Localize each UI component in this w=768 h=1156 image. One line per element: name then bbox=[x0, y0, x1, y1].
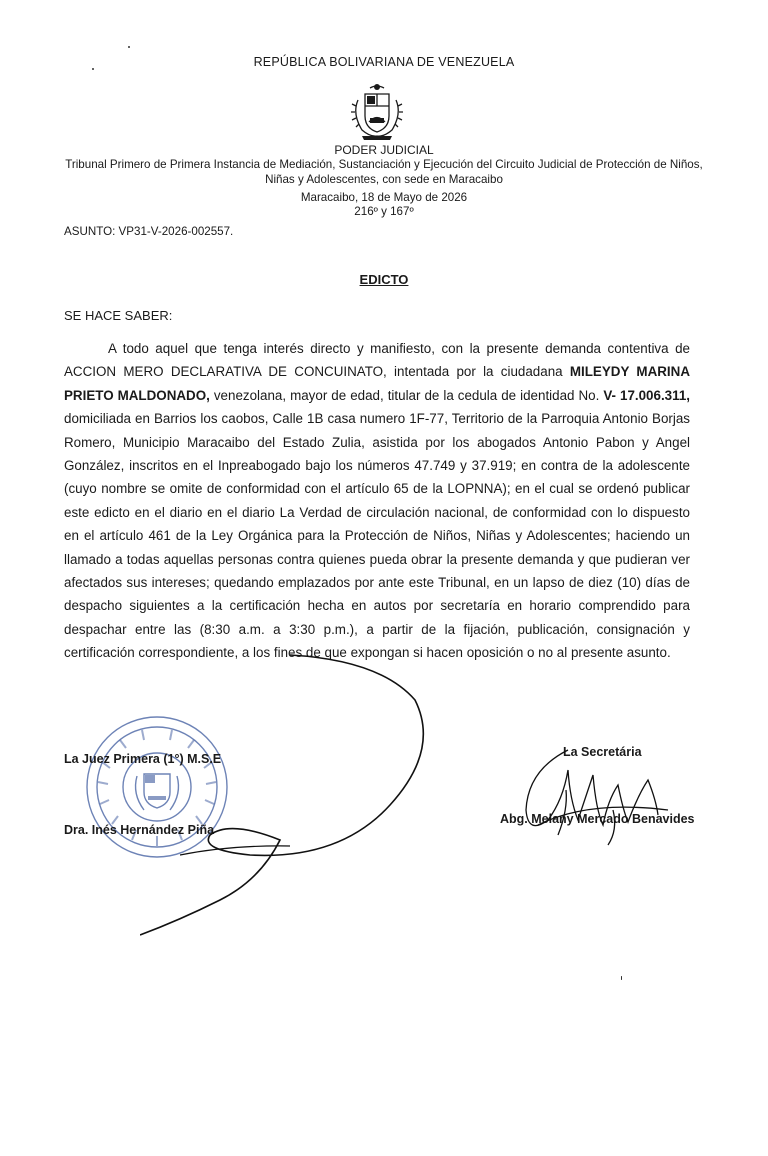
era-years: 216º y 167º bbox=[354, 205, 414, 218]
body-part-1: A todo aquel que tenga interés directo y manifiesto, con la presente demanda contentiva de ACCION MERO DECLARATIVA DE CONCUINATO, intentada por la ciudadana bbox=[64, 341, 690, 380]
scan-speck bbox=[128, 46, 130, 48]
document-date: Maracaibo, 18 de Mayo de 2026 bbox=[300, 191, 468, 204]
scan-speck bbox=[92, 68, 94, 70]
court-seal-stamp bbox=[82, 712, 232, 862]
judicial-branch-heading: PODER JUDICIAL bbox=[334, 143, 434, 157]
judge-name: Dra. Inés Hernández Piña bbox=[64, 823, 215, 837]
case-subject: ASUNTO: VP31-V-2026-002557. bbox=[64, 225, 234, 238]
edict-body bbox=[64, 337, 690, 665]
document-title: EDICTO bbox=[359, 272, 409, 287]
tribunal-heading bbox=[0, 157, 768, 187]
scan-speck bbox=[621, 976, 622, 980]
body-part-3: domiciliada en Barrios los caobos, Calle 1B casa numero 1F-77, Territorio de la Parroquia Antonio Borjas Romero, Municipio Maracaibo del Estado Zulia, asistida por los abogados Antonio Pabon y Angel González, inscritos en el Inpreabogado bajo los números 47.749 y 37.919; en contra de la adolescente (cuyo nombre se omite de conformidad con el artículo 65 de la LOPNNA); en el cual se ordenó publicar este edicto en el diario en el diario La Verdad de circulación nacional, de conformidad con lo dispuesto en el artículo 461 de la Ley Orgánica para la Protección de Niños, Niñas y Adolescentes; haciendo un llamado a todas aquellas personas contra quienes pueda obrar la presente demanda y que pudieran ver afectados sus intereses; quedando emplazados por ante este Tribunal, en un lapso de diez (10) días de despacho siguientes a la certificación hecha en autos por secretaría en horario comprendido para despachar entre las (8:30 a.m. a 3:30 p.m.), a partir de la fijación, publicación, consignación y certificación correspondiente, a los fines de que expongan si hacen oposición o no al presente asunto. bbox=[64, 411, 690, 661]
tribunal-line-1: Tribunal Primero de Primera Instancia de Mediación, Sustanciación y Ejecución del Circuito Judicial de Protección de Niños, bbox=[65, 158, 703, 171]
judge-role: La Juez Primera (1°) M.S.E bbox=[64, 752, 222, 766]
claimant-id: V- 17.006.311, bbox=[603, 387, 690, 403]
secretary-name: Abg. Melany Mercado Benavides bbox=[500, 812, 695, 826]
intro-text: SE HACE SABER: bbox=[64, 308, 173, 323]
tribunal-line-2: Niñas y Adolescentes, con sede en Maracaibo bbox=[265, 173, 503, 186]
coat-of-arms-icon bbox=[346, 82, 408, 142]
body-part-2: venezolana, mayor de edad, titular de la cedula de identidad No. bbox=[209, 387, 604, 403]
country-heading: REPÚBLICA BOLIVARIANA DE VENEZUELA bbox=[253, 55, 515, 69]
claimant-name: MILEYDY MARINA PRIETO MALDONADO, bbox=[64, 364, 690, 403]
secretary-role: La Secretária bbox=[563, 745, 642, 759]
